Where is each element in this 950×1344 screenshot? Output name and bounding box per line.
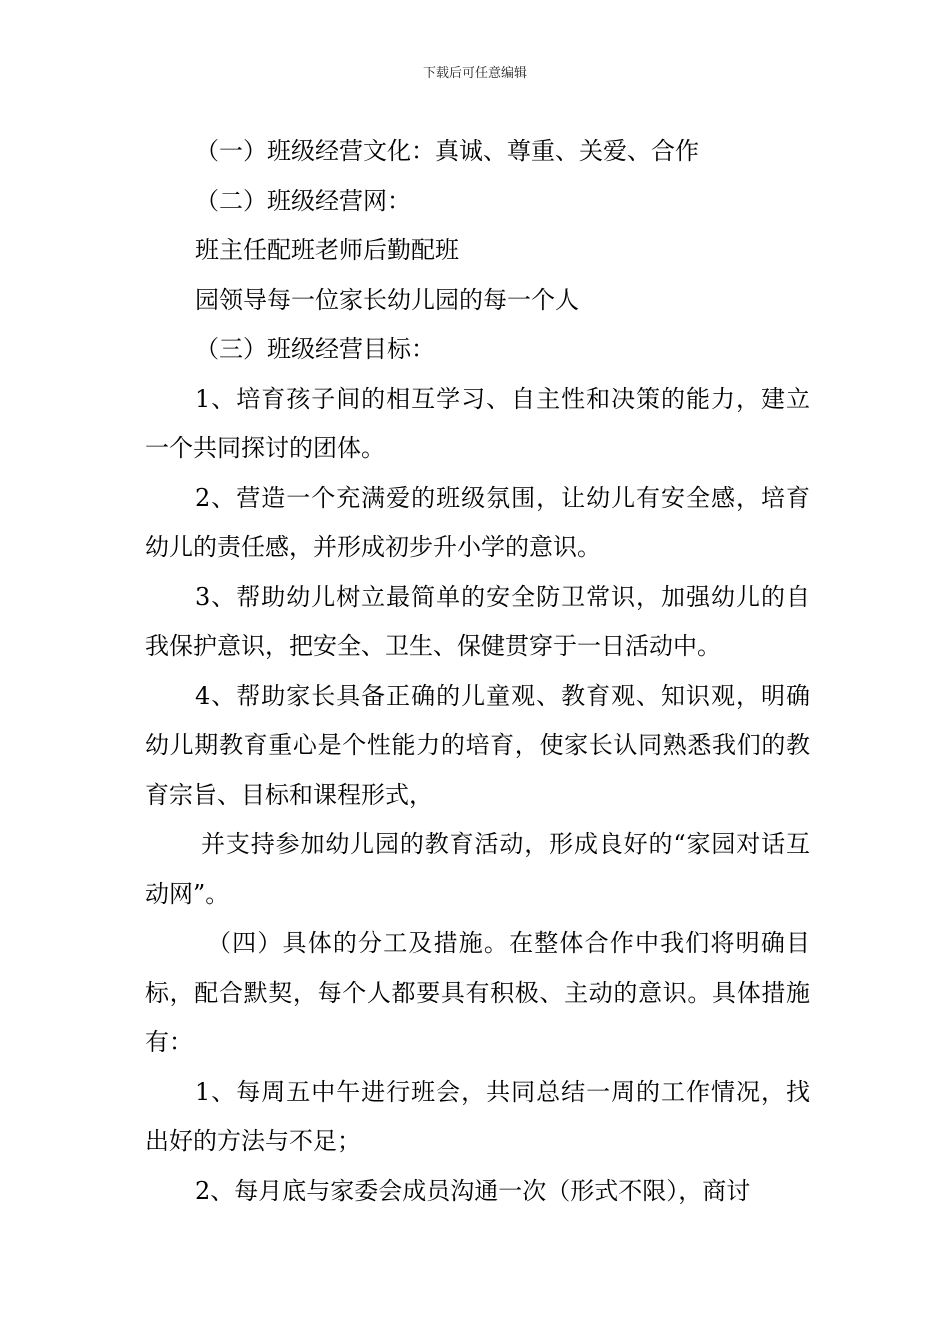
paragraph-class-network: （二）班级经营网： [195, 186, 411, 215]
paragraph-goal-2: 2、营造一个充满爱的班级氛围，让幼儿有安全感，培育幼儿的责任感，并形成初步升小学的意识。 [145, 483, 810, 561]
paragraph-network-line-1: 班主任配班老师后勤配班 [195, 236, 459, 264]
paragraph-measure-2: 2、每月底与家委会成员沟通一次（形式不限），商讨 [195, 1176, 751, 1205]
paragraph-goal-3: 3、帮助幼儿树立最简单的安全防卫常识，加强幼儿的自我保护意识，把安全、卫生、保健贯穿于一日活动中。 [145, 582, 810, 660]
paragraph-division-measures: （四）具体的分工及措施。在整体合作中我们将明确目标，配合默契，每个人都要具有积极、主动的意识。具体措施有： [145, 929, 810, 1056]
paragraph-class-culture: （一）班级经营文化：真诚、尊重、关爱、合作 [195, 137, 699, 165]
paragraph-network-line-2: 园领导每一位家长幼儿园的每一个人 [195, 285, 579, 314]
paragraph-goal-4-continued: 并支持参加幼儿园的教育活动，形成良好的“家园对话互动网”。 [145, 830, 810, 908]
paragraph-goal-4: 4、帮助家长具备正确的儿童观、教育观、知识观，明确幼儿期教育重心是个性能力的培育，使家长认同熟悉我们的教育宗旨、目标和课程形式， [145, 681, 810, 809]
document-body [145, 127, 810, 1216]
page-header-note: 下载后可任意编辑 [422, 66, 527, 81]
paragraph-measure-1: 1、每周五中午进行班会，共同总结一周的工作情况，找出好的方法与不足； [145, 1077, 810, 1155]
paragraph-class-goals: （三）班级经营目标： [195, 335, 435, 363]
paragraph-goal-1: 1、培育孩子间的相互学习、自主性和决策的能力，建立一个共同探讨的团体。 [145, 384, 810, 462]
